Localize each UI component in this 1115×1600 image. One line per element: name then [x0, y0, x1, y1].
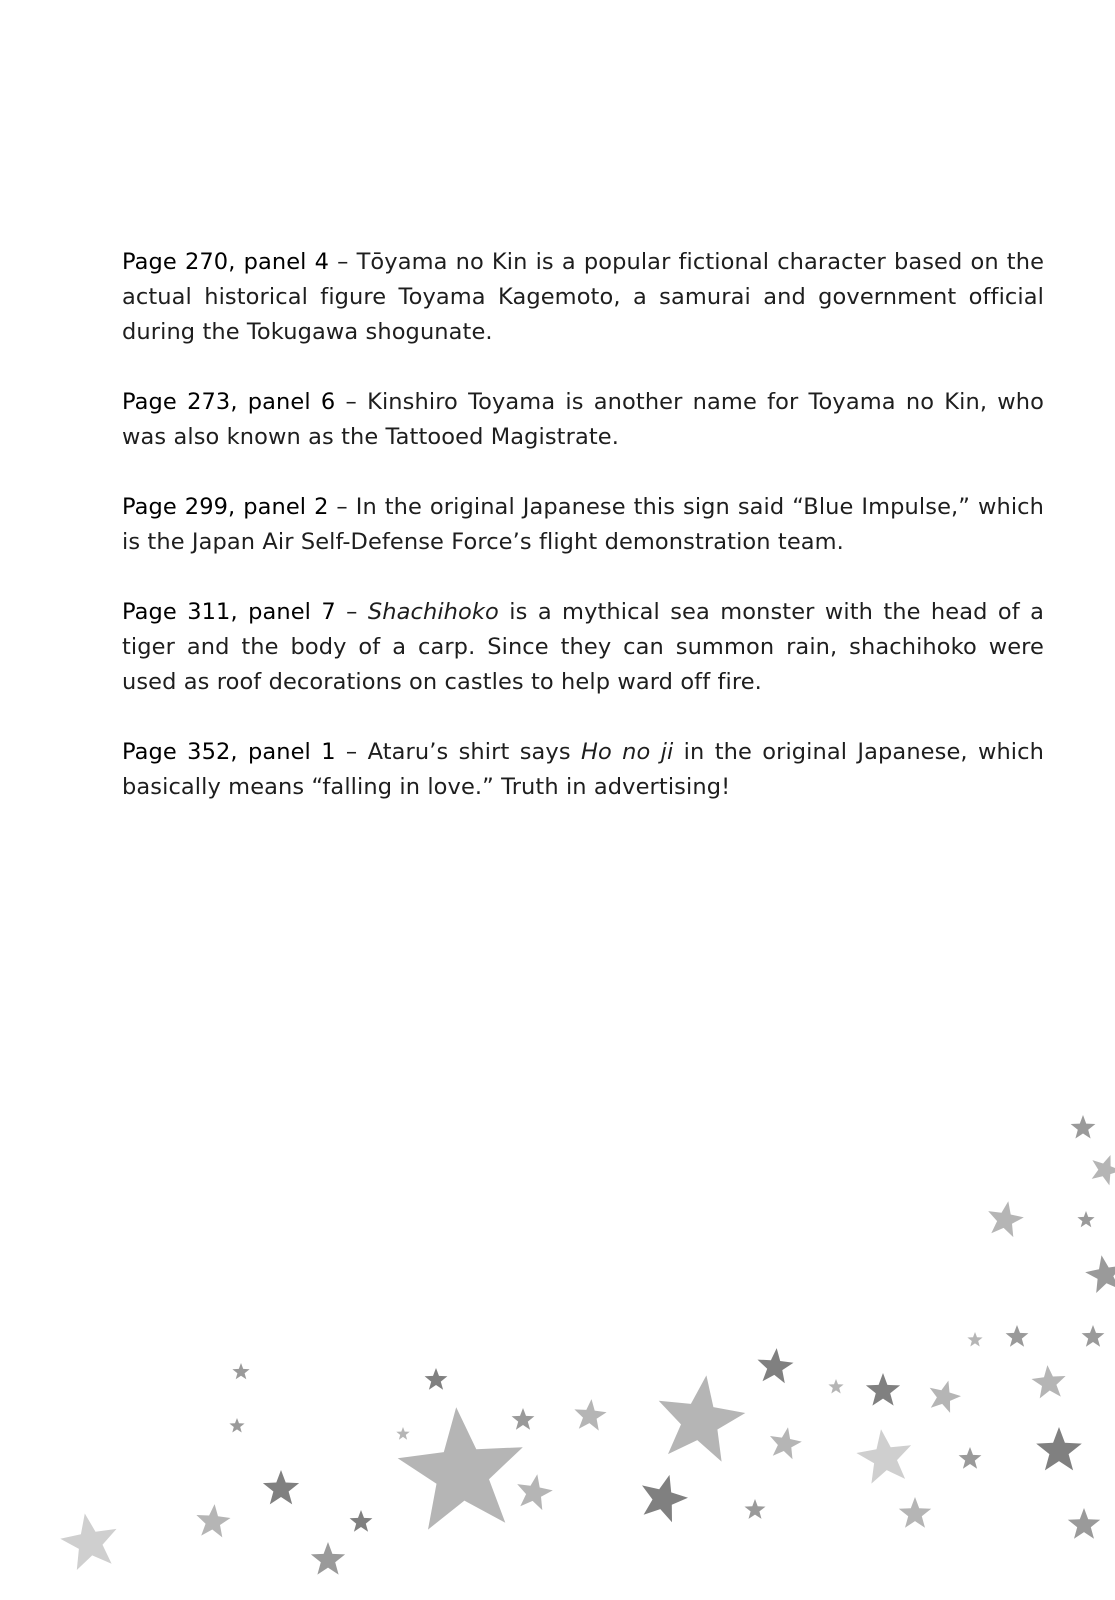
star-icon — [967, 1332, 982, 1347]
star-icon — [642, 1475, 688, 1522]
star-icon — [229, 1418, 244, 1433]
note-page-reference: Page 352, panel 1 — [122, 739, 336, 765]
star-icon — [1032, 1365, 1066, 1398]
star-icon — [512, 1408, 535, 1430]
note-dash: – — [335, 389, 368, 415]
note-dash: – — [335, 739, 368, 765]
star-icon — [574, 1399, 606, 1431]
star-icon — [1036, 1427, 1082, 1470]
star-icon — [196, 1504, 230, 1537]
star-icon — [770, 1427, 802, 1459]
star-icon — [350, 1510, 373, 1532]
star-icon — [1077, 1211, 1094, 1227]
note-paragraph — [122, 595, 1044, 700]
star-icon — [517, 1474, 553, 1510]
note-page-reference: Page 311, panel 7 — [122, 599, 336, 625]
translation-notes — [122, 245, 1044, 840]
star-icon — [232, 1363, 249, 1379]
star-icon — [659, 1375, 746, 1461]
star-icon — [745, 1499, 766, 1519]
note-page-reference: Page 299, panel 2 — [122, 494, 329, 520]
note-italic-term: Shachihoko — [367, 599, 499, 625]
star-icon — [1006, 1325, 1029, 1347]
note-paragraph — [122, 245, 1044, 350]
note-paragraph — [122, 735, 1044, 805]
note-text: in the original Japanese, which basically means “falling in love.” Truth in advertising! — [122, 739, 1044, 800]
note-text: Tōyama no Kin is a popular fictional character based on the actual historical figure Toyama Kagemoto, a samurai and government official during the Tokugawa shogunate. — [122, 249, 1045, 345]
note-italic-term: Ho no ji — [580, 739, 674, 765]
star-icon — [60, 1514, 116, 1571]
star-icon — [1071, 1115, 1096, 1139]
star-icon — [1068, 1508, 1100, 1539]
star-icon — [866, 1373, 900, 1406]
star-icon — [758, 1348, 794, 1383]
star-icon — [988, 1201, 1024, 1237]
note-dash: – — [335, 599, 368, 625]
star-icon — [311, 1542, 345, 1575]
note-text: Kinshiro Toyama is another name for Toyama no Kin, who was also known as the Tattooed Magistrate. — [122, 389, 1045, 450]
star-icon — [899, 1497, 931, 1528]
star-icon — [959, 1447, 982, 1469]
note-dash: – — [328, 494, 356, 520]
star-icon — [263, 1470, 299, 1504]
note-paragraph — [122, 490, 1044, 560]
star-icon — [828, 1379, 843, 1394]
star-icon — [1085, 1255, 1115, 1293]
note-text: is a mythical sea monster with the head of a tiger and the body of a carp. Since they can summon rain, shachihoko were used as roof decorations on castles to help ward off fire. — [122, 599, 1044, 695]
star-icon — [856, 1429, 911, 1483]
star-icon — [930, 1381, 961, 1413]
star-icon — [396, 1427, 409, 1440]
note-text: In the original Japanese this sign said “Blue Impulse,” which is the Japan Air Self-Defense Force’s flight demonstration team. — [122, 494, 1045, 555]
star-icon — [425, 1368, 448, 1390]
decorative-stars — [0, 1080, 1115, 1600]
note-text: Ataru’s shirt says — [367, 739, 581, 765]
note-page-reference: Page 273, panel 6 — [122, 389, 336, 415]
star-icon — [1092, 1155, 1115, 1185]
star-icon — [1082, 1325, 1105, 1347]
star-icon — [398, 1407, 523, 1529]
note-paragraph — [122, 385, 1044, 455]
note-page-reference: Page 270, panel 4 — [122, 249, 330, 275]
note-dash: – — [329, 249, 357, 275]
